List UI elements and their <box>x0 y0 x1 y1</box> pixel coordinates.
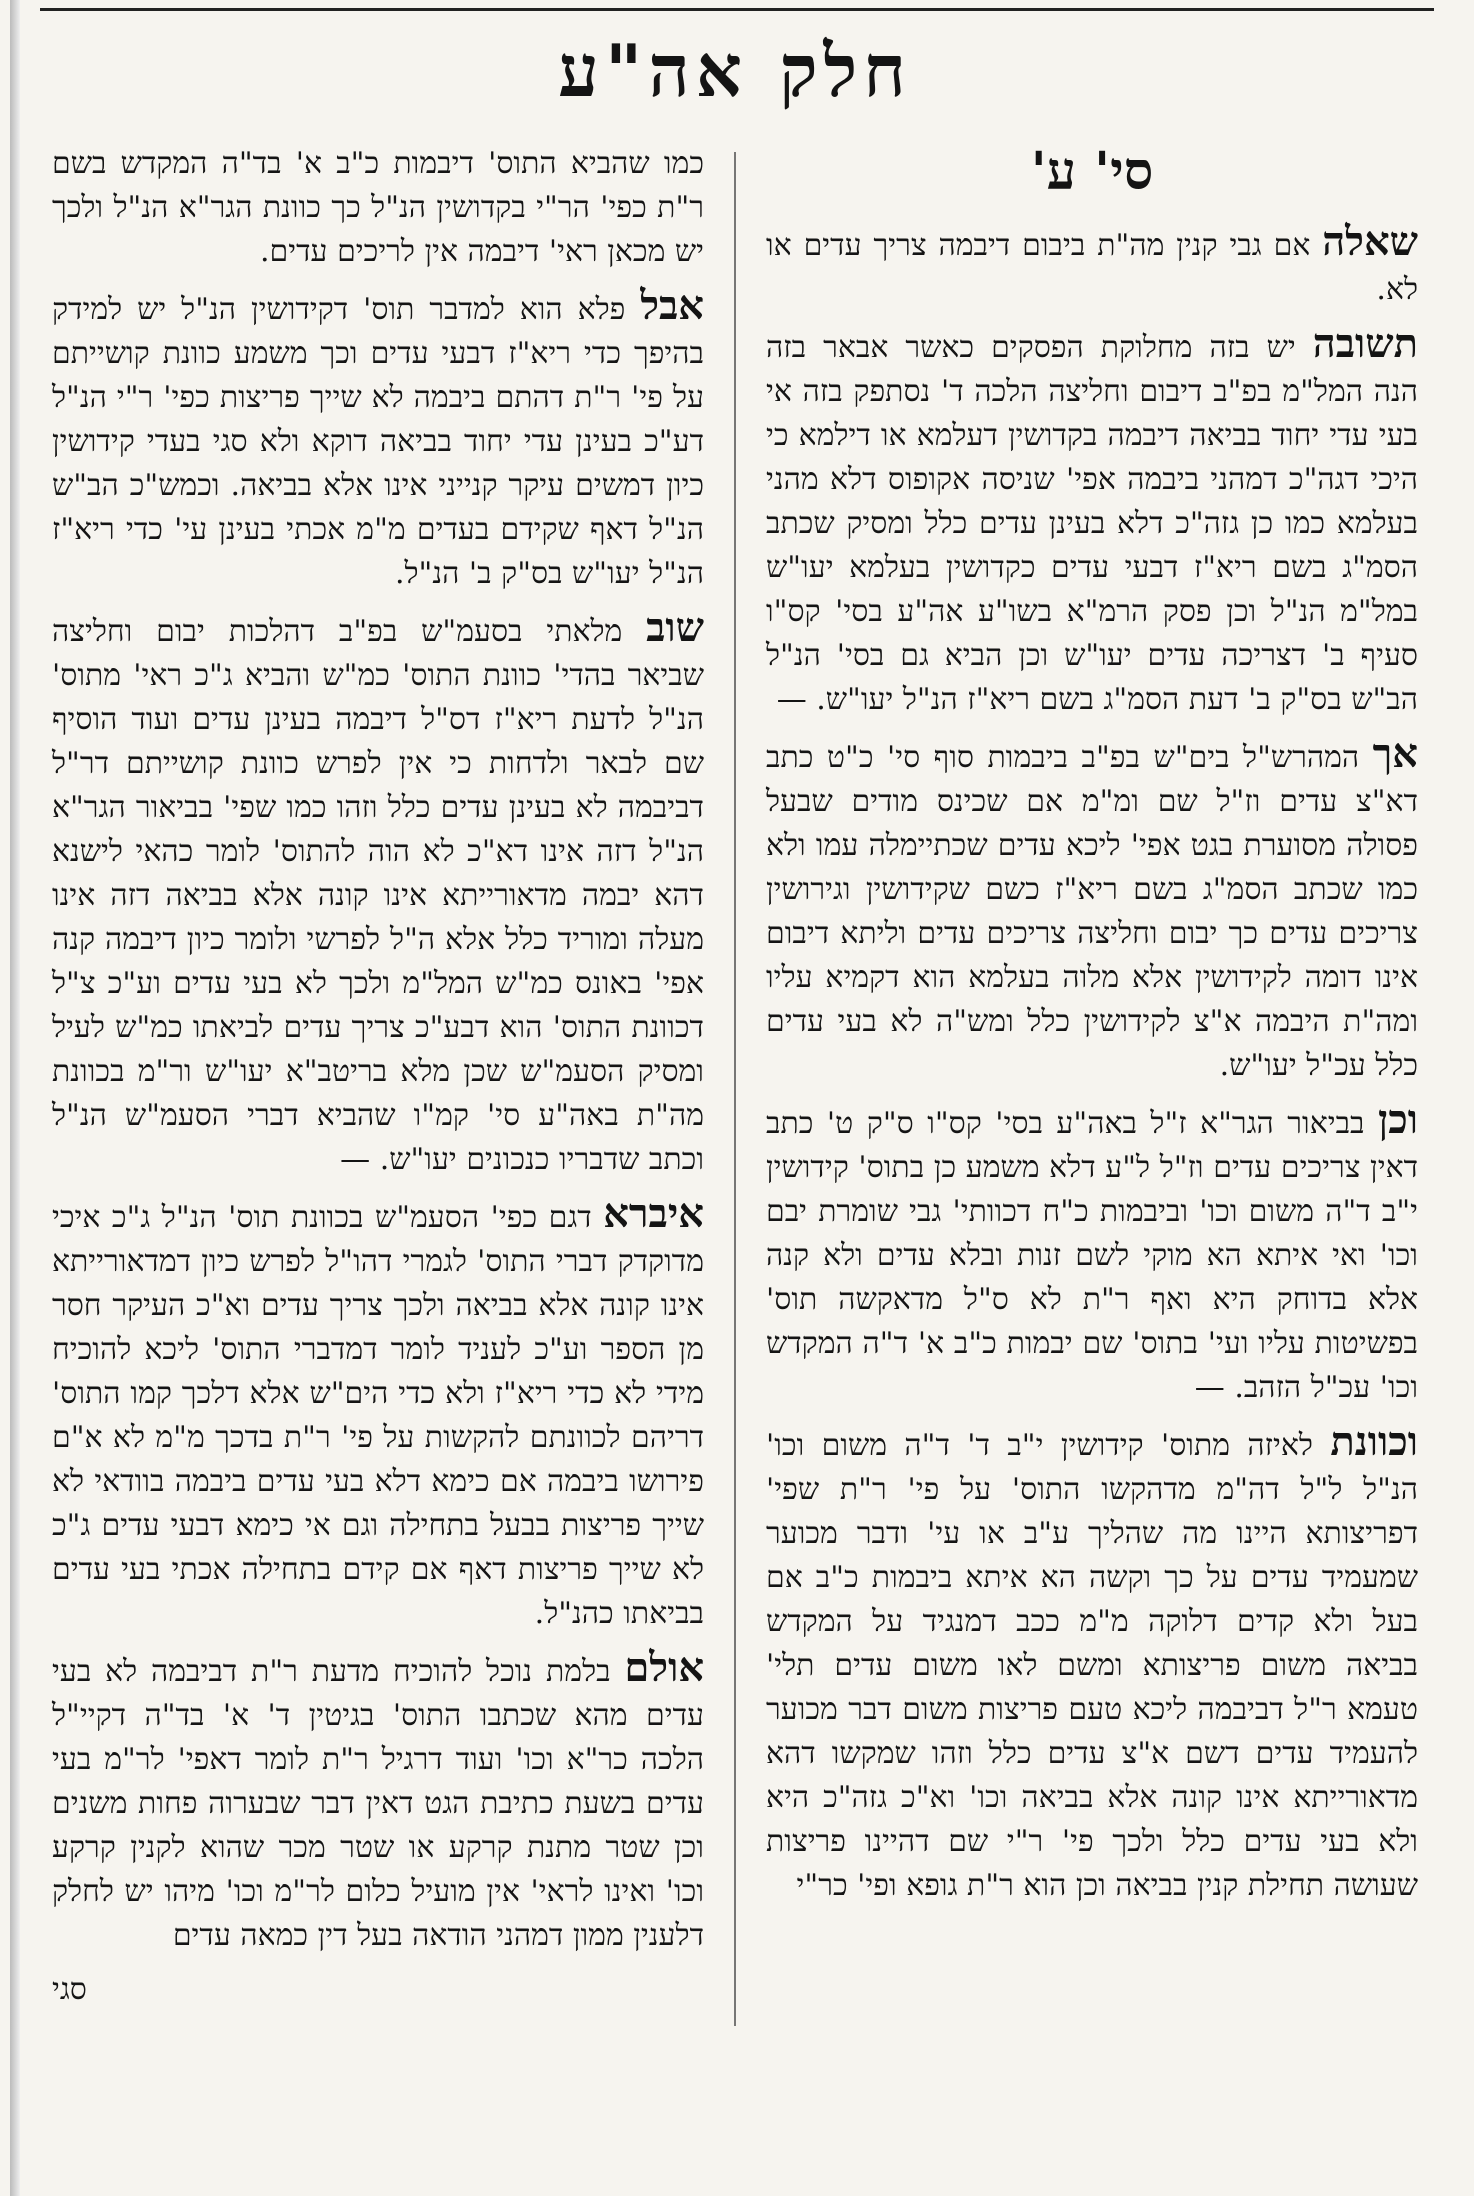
catchword: סגי <box>52 1972 87 2007</box>
paragraph-text: המהרש"ל בים"ש בפ"ב ביבמות סוף סי' כ"ט כתב דא"צ עדים וז"ל שם ומ"מ אם שכינס מודים שבעל פסולה מסוערת בגט אפי' ליכא עדים שכתיימלה עמו ולא כמו שכתב הסמ"ג בשם ריא"ז כשם שקידושין וגירושין צריכים עדים כך יבום וחליצה צריכים עדים וליתא דיבום אינו דומה לקידושין אלא מלוה בעלמא הוא דקמיא עליו ומה"ת היבמה א"צ לקידושין כלל ומש"ה לא בעי עדים כלל עכ"ל יעו"ש. <box>766 740 1418 1083</box>
left-column <box>46 142 734 2166</box>
paragraph-text: לאיזה מתוס' קידושין י"ב ד' ד"ה משום וכו' הנ"ל ל"ל דה"מ מדהקשו התוס' על פי' ר"ת שפי' דפריצותא היינו מה שהליך ע"ב או עי' ודבר מכוער שמעמיד עדים על כך וקשה הא איתא ביבמות כ"ב אם בעל ולא קדים דלוקה מ"מ ככב דמנגיד על המקדש בביאה משום פריצותא ומשם לאו משום עדים תלי' טעמא ר"ל דביבמה ליכא טעם פריצות משום דבר מכוער להעמיד עדים דשם א"צ עדים כלל וזהו שמקשו דהא מדאורייתא אינו קונה אלא בביאה וכו' וא"כ גזה"כ היא ולא בעי עדים כלל ולכך פי' ר"י שם דהיינו פריצות שעושה תחילת קנין בביאה וכן הוא ר"ת גופא ופי' כר"י <box>766 1428 1418 1903</box>
paragraph-lead-word: וכוונת <box>1330 1418 1418 1465</box>
paragraph-text: בלמת נוכל להוכיח מדעת ר"ת דביבמה לא בעי עדים מהא שכתבו התוס' בגיטין ד' א' בד"ה דקיי"ל הלכה כר"א וכו' ועוד דרגיל ר"ת לומר דאפי' לר"מ בעי עדים בשעת כתיבת הגט דאין דבר שבערוה פחות משנים וכן שטר מתנת קרקע או שטר מכר שהוא לקנין קרקע וכו' ואינו לראי' אין מועיל כלום לר"מ וכו' מיהו יש לחלק דלענין ממון דמהני הודאה בעל דין כמאה עדים <box>52 1654 704 1953</box>
paragraph-lead-word: וכן <box>1378 1096 1418 1143</box>
paragraph-lead-word: אך <box>1372 730 1418 777</box>
paragraph-lead-word: שוב <box>646 604 704 651</box>
page-title: חלק אה"ע <box>558 28 912 113</box>
paragraph-lead-word: אולם <box>624 1644 704 1691</box>
paragraph <box>766 322 1418 722</box>
paragraph <box>52 284 704 596</box>
paragraph-lead-word: תשובה <box>1312 320 1418 367</box>
paragraph <box>52 1646 704 1958</box>
right-column <box>736 142 1424 2166</box>
paragraph-text: יש בזה מחלוקת הפסקים כאשר אבאר בזה הנה המל"מ בפ"ב דיבום וחליצה הלכה ד' נסתפק בזה אי בעי עדי יחוד בביאה דיבמה בקדושין דעלמא או דילמא כי היכי דגה"כ דמהני ביבמה אפי' שניסה אקופוס דלא מהני בעלמא כמו כן גזה"כ דלא בעינן עדים כלל ומסיק שכתב הסמ"ג בשם ריא"ז דבעי עדים כקדושין בעלמא יעו"ש במל"מ הנ"ל וכן פסק הרמ"א בשו"ע אה"ע בסי' קס"ו סעיף ב' דצריכה עדים יעו"ש וכן הביא גם בסי' הנ"ל הב"ש בס"ק ב' דעת הסמ"ג בשם ריא"ז הנ"ל יעו"ש. — <box>766 330 1419 717</box>
top-rule <box>40 8 1434 11</box>
paragraph-text: מלאתי בסעמ"ש בפ"ב דהלכות יבום וחליצה שביאר בהדי' כוונת התוס' כמ"ש והביא ג"כ ראי' מתוס' הנ"ל לדעת ריא"ז דס"ל דיבמה בעינן עדים ועוד הוסיף שם לבאר ולדחות כי אין לפרש כוונת קושייתם דר"ל דביבמה לא בעינן עדים כלל וזהו כמו שפי' בביאור הגר"א הנ"ל דזה אינו דא"כ לא הוה להתוס' לומר כהאי לישנא דהא יבמה מדאורייתא אינו קונה אלא בביאה דזה אינו מעלה ומוריד כלל אלא ה"ל לפרשי ולומר כיון דיבמה קנה אפי' באונס כמ"ש המל"מ ולכך לא בעי עדים וע"כ צ"ל דכוונת התוס' הוא דבע"כ צריך עדים לביאתו כמ"ש לעיל ומסיק הסעמ"ש שכן מלא בריטב"א יעו"ש ור"מ בכוונת מה"ת באה"ע סי' קמ"ו שהביא דברי הסעמ"ש הנ"ל וכתב שדבריו כנכונים יעו"ש. — <box>52 614 704 1177</box>
catchword-row <box>52 1968 704 2012</box>
column-divider <box>734 152 736 2026</box>
paragraph-text: כמו שהביא התוס' דיבמות כ"ב א' בד"ה המקדש בשם ר"ת כפי' הר"י בקדושין הנ"ל כך כוונת הגר"א הנ"ל ולכך יש מכאן ראי' דיבמה אין לריכים עדים. <box>52 146 704 269</box>
question-lead-word: שאלה <box>1322 218 1418 265</box>
paragraph-text: דגם כפי' הסעמ"ש בכוונת תוס' הנ"ל ג"כ איכי מדוקדק דברי התוס' לגמרי דהו"ל לפרש כיון דמדאורייתא אינו קונה אלא בביאה ולכך צריך עדים וא"כ העיקר חסר מן הספר וע"כ לעניד לומר דמדברי התוס' ליכא להוכיח מידי לא כדי ריא"ז ולא כדי הים"ש אלא דלכך קמו התוס' דריהם לכוונתם להקשות על פי' ר"ת בדכך מ"מ לא א"ם פירושו ביבמה אם כימא דלא בעי עדים ביבמה בוודאי לא שייך פריצות בבעל בתחילה וגם אי כימא דבעי עדים ג"כ לא שייך פריצות דאף אם קידם בתחילה אכתי בעי עדים בביאתו כהנ"ל. <box>52 1200 704 1631</box>
paragraph-lead-word: איברא <box>603 1190 704 1237</box>
page-edge-shadow <box>10 0 20 2196</box>
paragraph <box>766 732 1418 1088</box>
paragraph <box>766 1420 1418 1908</box>
paragraph-text: פלא הוא למדבר תוס' דקידושין הנ"ל יש למידק בהיפך כדי ריא"ז דבעי עדים וכך משמע כוונת קושייתם על פי' ר"ת דהתם ביבמה לא שייך פריצות כפי' ר"י הנ"ל דע"כ בעינן עדי יחוד בביאה דוקא ולא סגי בעדי קידושין כיון דמשים עיקר קנייני אינו אלא בביאה. וכמש"כ הב"ש הנ"ל דאף שקידם בעדים מ"מ אכתי בעינן עי' כדי ריא"ז הנ"ל יעו"ש בס"ק ב' הנ"ל. <box>52 292 704 591</box>
question-paragraph <box>766 220 1418 312</box>
question-text: אם גבי קנין מה"ת ביבום דיבמה צריך עדים או לא. <box>766 228 1418 307</box>
paragraph <box>52 142 704 274</box>
paragraph-lead-word: אבל <box>640 282 704 329</box>
siman-heading: סי' ע' <box>1030 142 1154 202</box>
text-columns <box>46 142 1424 2166</box>
paragraph <box>52 1192 704 1636</box>
paragraph <box>766 1098 1418 1410</box>
paragraph <box>52 606 704 1182</box>
paragraph-text: בביאור הגר"א ז"ל באה"ע בסי' קס"ו ס"ק ט' כתב דאין צריכים עדים וז"ל ל"ע דלא משמע כן בתוס' קידושין י"ב ד"ה משום וכו' וביבמות כ"ח דכוותי' גבי שומרת יבם וכו' ואי איתא הא מוקי לשם זנות ובלא עדים ולא קנה אלא בדוחק היא ואף ר"ת לא ס"ל מדאקשה תוס' בפשיטות עליו ועי' בתוס' שם יבמות כ"ב א' ד"ה המקדש וכו' עכ"ל הזהב. — <box>766 1106 1419 1405</box>
